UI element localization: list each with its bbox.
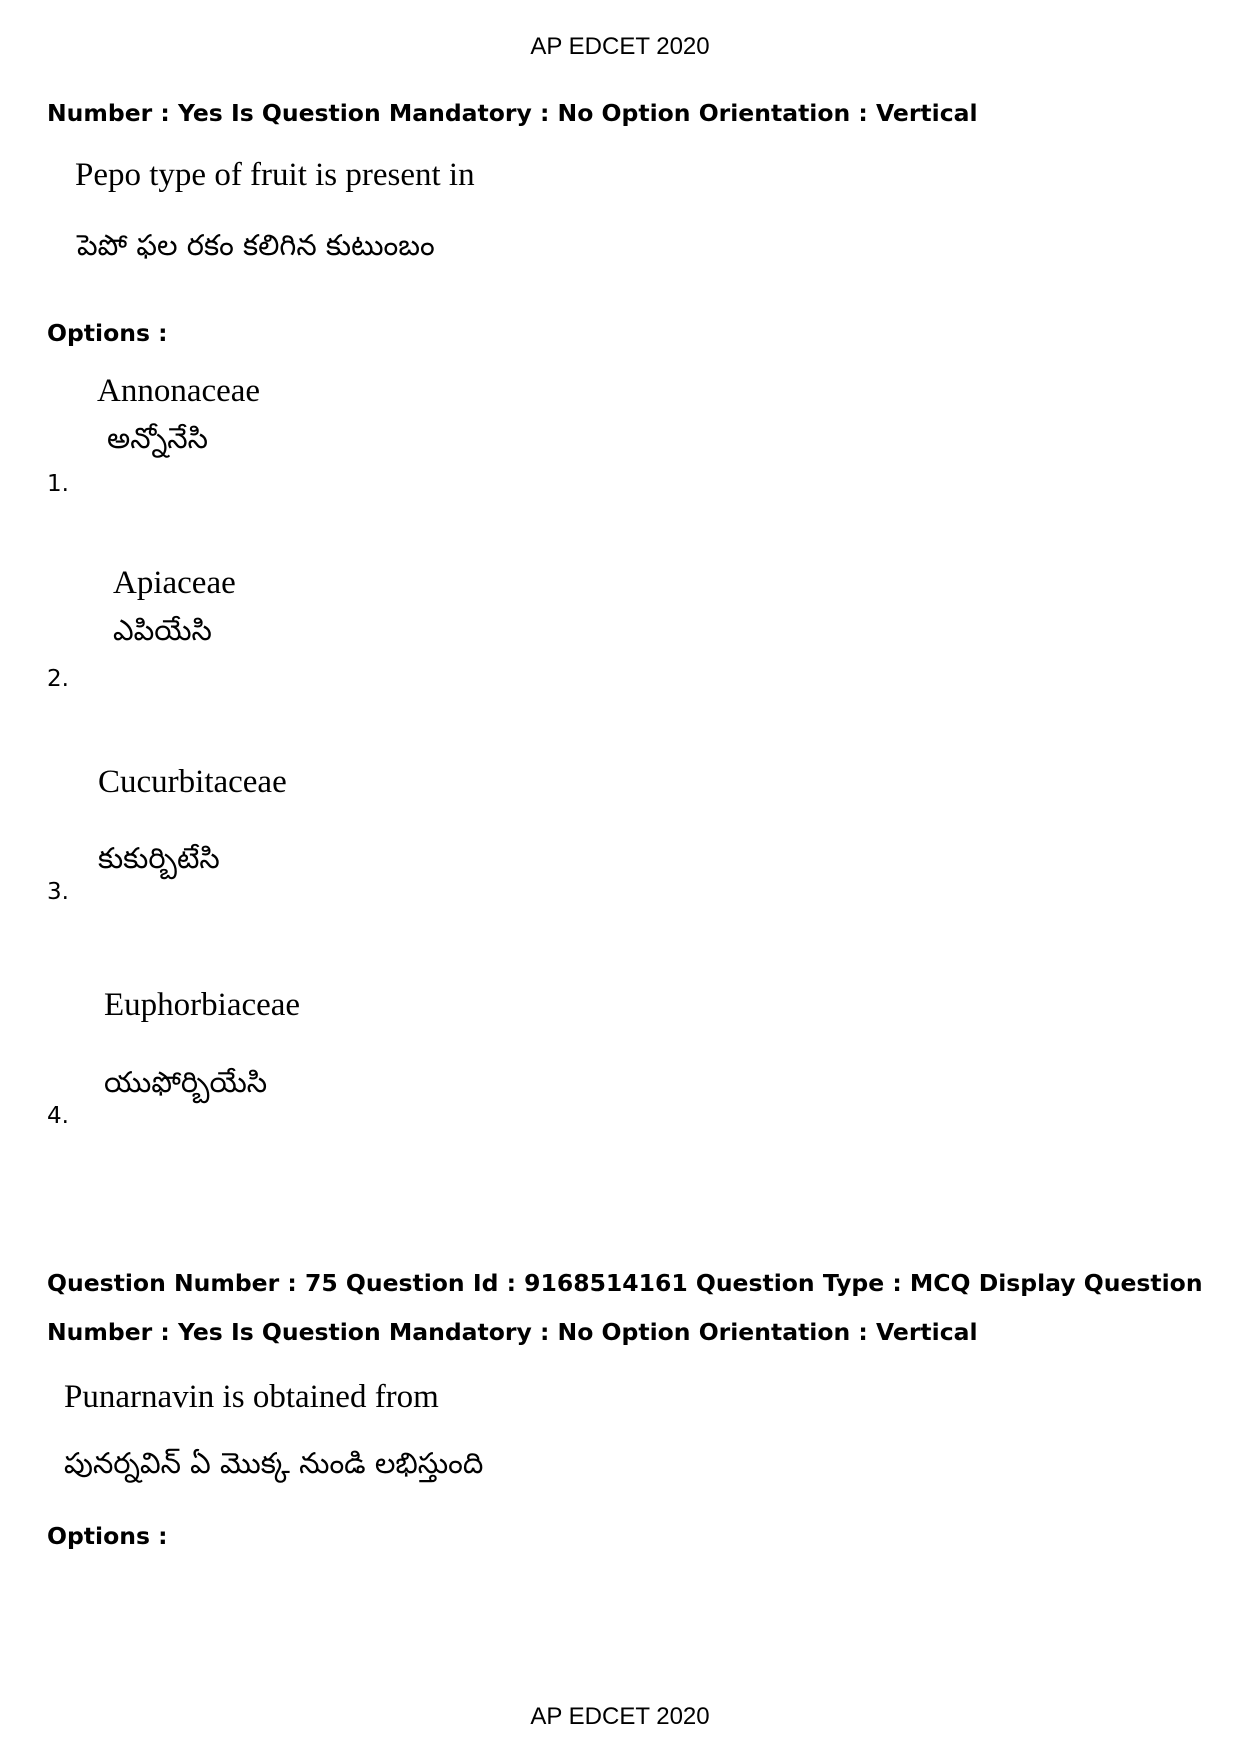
- option-number: 1.: [47, 471, 69, 497]
- question-text-telugu: పెపో ఫల రకం కలిగిన కుటుంబం: [77, 228, 435, 262]
- page-header: AP EDCET 2020: [530, 33, 710, 60]
- option-number: 3.: [47, 879, 69, 905]
- option-text-english: Euphorbiaceae: [104, 987, 301, 1023]
- option-number: 2.: [47, 666, 69, 692]
- page-footer: AP EDCET 2020: [530, 1703, 710, 1730]
- option-text-telugu: ఎపియేసి: [113, 613, 212, 647]
- question-meta-line: Number : Yes Is Question Mandatory : No Option Orientation : Vertical: [47, 99, 978, 127]
- question-meta-line: Question Number : 75 Question Id : 9168514161 Question Type : MCQ Display Question: [47, 1269, 1203, 1297]
- question-text-english: Punarnavin is obtained from: [64, 1379, 439, 1415]
- option-text-telugu: యుఫోర్బియేసి: [104, 1065, 268, 1099]
- option-number: 4.: [47, 1103, 69, 1129]
- question-text-english: Pepo type of fruit is present in: [75, 157, 475, 193]
- options-label: Options :: [47, 1522, 168, 1550]
- question-text-telugu: పునర్నవిన్ ఏ మొక్క నుండి లభిస్తుంది: [64, 1446, 484, 1480]
- option-text-english: Apiaceae: [113, 565, 236, 601]
- option-text-telugu: అన్నోనేసి: [107, 421, 208, 455]
- options-label: Options :: [47, 319, 168, 347]
- option-text-english: Cucurbitaceae: [98, 764, 287, 800]
- option-text-telugu: కుకుర్బిటేసి: [98, 841, 220, 875]
- question-meta-line: Number : Yes Is Question Mandatory : No Option Orientation : Vertical: [47, 1318, 978, 1346]
- option-text-english: Annonaceae: [97, 373, 261, 409]
